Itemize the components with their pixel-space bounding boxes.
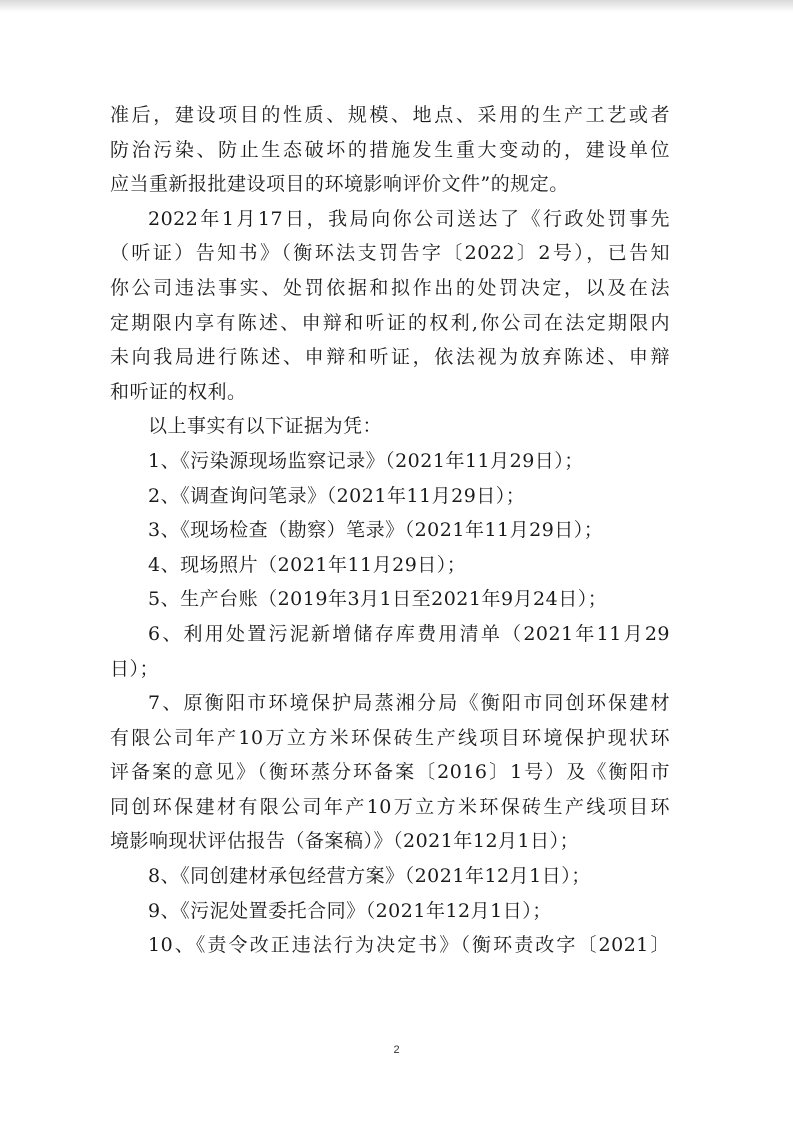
paragraph-line: 应当重新报批建设项目的环境影响评价文件”的规定。 [110,173,569,196]
evidence-item: 10、《责令改正违法行为决定书》（衡环责改字〔2021〕 [148,934,670,957]
evidence-item-continuation: 同创环保建材有限公司年产10万立方米环保砖生产线项目环 [110,795,670,818]
evidence-item: 5、生产台账（2019年3月1日至2021年9月24日）； [148,588,608,611]
evidence-item-continuation: 有限公司年产10万立方米环保砖生产线项目环境保护现状环 [110,726,670,749]
evidence-item-continuation: 境影响现状评估报告（备案稿）》（2021年12月1日）； [110,830,580,853]
evidence-item: 9、《污泥处置委托合同》（2021年12月1日）； [148,899,552,922]
paragraph-line: 和听证的权利。 [110,380,247,403]
paragraph-line: （听证）告知书》（衡环法支罚告字〔2022〕2号），已告知 [110,242,670,265]
evidence-item-continuation: 日）； [110,657,160,680]
evidence-item: 6、利用处置污泥新增储存库费用清单（2021年11月29 [148,622,670,645]
evidence-item: 2、《调查询问笔录》（2021年11月29日）； [148,484,526,507]
paragraph-line: 定期限内享有陈述、申辩和听证的权利,你公司在法定期限内 [110,311,670,334]
evidence-heading: 以上事实有以下证据为凭： [148,415,383,438]
evidence-item: 3、《现场检查（勘察）笔录》（2021年11月29日）； [148,519,604,542]
evidence-item-continuation: 评备案的意见》（衡环蒸分环备案〔2016〕1号）及《衡阳市 [110,761,670,784]
page-number: 2 [393,1044,400,1056]
scan-top-edge [0,0,793,12]
evidence-item: 1、《污染源现场监察记录》（2021年11月29日）； [148,449,584,472]
paragraph-line: 准后，建设项目的性质、规模、地点、采用的生产工艺或者 [110,104,670,126]
paragraph-line: 防治污染、防止生态破坏的措施发生重大变动的，建设单位 [110,138,670,161]
paragraph-line: 你公司违法事实、处罚依据和拟作出的处罚决定，以及在法 [110,276,670,299]
paragraph-line: 2022年1月17日，我局向你公司送达了《行政处罚事先 [148,207,670,230]
evidence-item: 8、《同创建材承包经营方案》（2021年12月1日）； [148,865,591,888]
document-body [110,98,670,963]
paragraph-line: 未向我局进行陈述、申辩和听证，依法视为放弃陈述、申辩 [110,346,670,369]
evidence-item: 4、现场照片（2021年11月29日）； [148,553,467,576]
evidence-item: 7、原衡阳市环境保护局蒸湘分局《衡阳市同创环保建材 [148,692,670,715]
